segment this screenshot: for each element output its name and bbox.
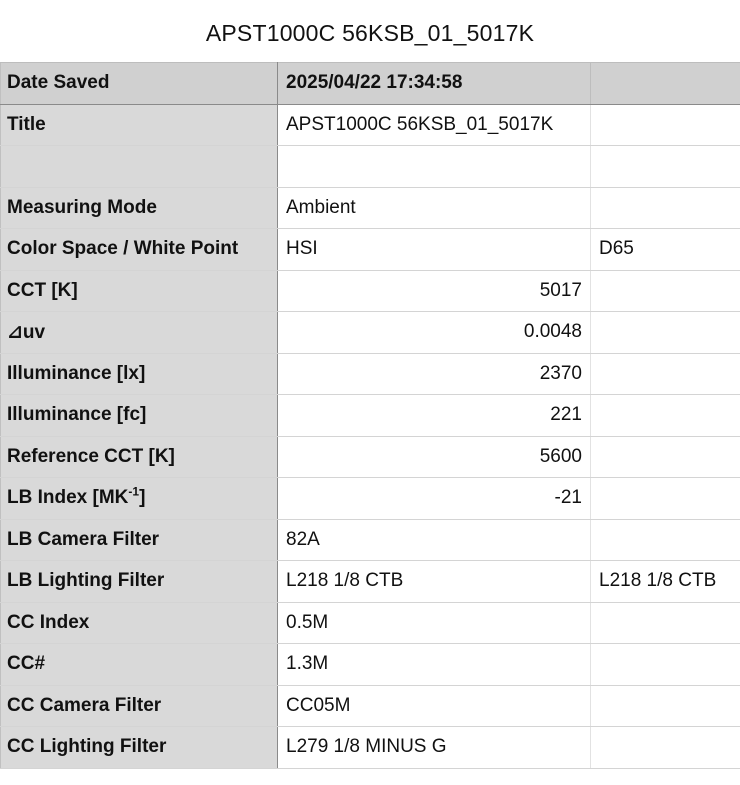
row-extra[interactable] <box>591 63 740 105</box>
row-value[interactable]: 2025/04/22 17:34:58 <box>278 63 591 105</box>
row-extra[interactable]: D65 <box>591 229 740 271</box>
row-extra[interactable] <box>591 727 740 769</box>
page-title: APST1000C 56KSB_01_5017K <box>205 20 535 46</box>
row-extra[interactable] <box>591 146 740 188</box>
row-value[interactable]: 0.5M <box>278 602 591 644</box>
row-value[interactable]: L218 1/8 CTB <box>278 561 591 603</box>
row-extra[interactable] <box>591 685 740 727</box>
row-value[interactable]: Ambient <box>278 187 591 229</box>
row-label-prefix: LB Index [MK <box>7 487 129 509</box>
row-label: CC# <box>1 644 278 686</box>
table-row-date-saved <box>1 63 740 105</box>
row-extra[interactable] <box>591 478 740 520</box>
row-value[interactable]: 1.3M <box>278 644 591 686</box>
row-extra[interactable] <box>591 353 740 395</box>
table-row-illuminance-fc <box>1 395 740 437</box>
table-row-color-space <box>1 229 740 271</box>
row-label: Illuminance [lx] <box>1 353 278 395</box>
row-label: LB Lighting Filter <box>1 561 278 603</box>
row-label <box>1 478 278 520</box>
row-label <box>1 146 278 188</box>
row-label: CC Index <box>1 602 278 644</box>
row-value[interactable]: 82A <box>278 519 591 561</box>
row-extra[interactable] <box>591 395 740 437</box>
table-row-illuminance-lx <box>1 353 740 395</box>
row-value[interactable]: CC05M <box>278 685 591 727</box>
table-row-lb-lighting-filter <box>1 561 740 603</box>
table-row-cc-index <box>1 602 740 644</box>
table-row-reference-cct <box>1 436 740 478</box>
row-label: Reference CCT [K] <box>1 436 278 478</box>
row-label-superscript: -1 <box>128 484 140 499</box>
row-label: Color Space / White Point <box>1 229 278 271</box>
table-row-lb-camera-filter <box>1 519 740 561</box>
row-value[interactable]: 0.0048 <box>278 312 591 354</box>
table-row-empty <box>1 146 740 188</box>
table-row-delta-uv <box>1 312 740 354</box>
table-row-cc-lighting-filter <box>1 727 740 769</box>
row-label: Date Saved <box>1 63 278 105</box>
table-row-cct <box>1 270 740 312</box>
row-label: CCT [K] <box>1 270 278 312</box>
row-value[interactable]: APST1000C 56KSB_01_5017K <box>278 104 591 146</box>
row-value[interactable]: -21 <box>278 478 591 520</box>
row-label: ⊿uv <box>1 312 278 354</box>
row-value[interactable]: 221 <box>278 395 591 437</box>
row-extra[interactable] <box>591 436 740 478</box>
table-row-lb-index <box>1 478 740 520</box>
row-value[interactable]: 5017 <box>278 270 591 312</box>
row-extra[interactable] <box>591 187 740 229</box>
row-label: CC Camera Filter <box>1 685 278 727</box>
table-row-title <box>1 104 740 146</box>
row-extra[interactable] <box>591 312 740 354</box>
table-row-measuring-mode <box>1 187 740 229</box>
row-label: LB Camera Filter <box>1 519 278 561</box>
row-value[interactable]: HSI <box>278 229 591 271</box>
row-value[interactable] <box>278 146 591 188</box>
row-label: Measuring Mode <box>1 187 278 229</box>
table-row-cc-number <box>1 644 740 686</box>
row-extra[interactable] <box>591 104 740 146</box>
measurement-table <box>0 62 740 769</box>
row-extra[interactable] <box>591 644 740 686</box>
row-label-suffix: ] <box>139 487 146 509</box>
row-extra[interactable] <box>591 519 740 561</box>
row-label: CC Lighting Filter <box>1 727 278 769</box>
table-row-cc-camera-filter <box>1 685 740 727</box>
row-value[interactable]: 5600 <box>278 436 591 478</box>
row-extra[interactable] <box>591 270 740 312</box>
row-extra[interactable] <box>591 602 740 644</box>
row-extra[interactable]: L218 1/8 CTB <box>591 561 740 603</box>
row-label: Title <box>1 104 278 146</box>
row-value[interactable]: 2370 <box>278 353 591 395</box>
row-label: Illuminance [fc] <box>1 395 278 437</box>
row-value[interactable]: L279 1/8 MINUS G <box>278 727 591 769</box>
